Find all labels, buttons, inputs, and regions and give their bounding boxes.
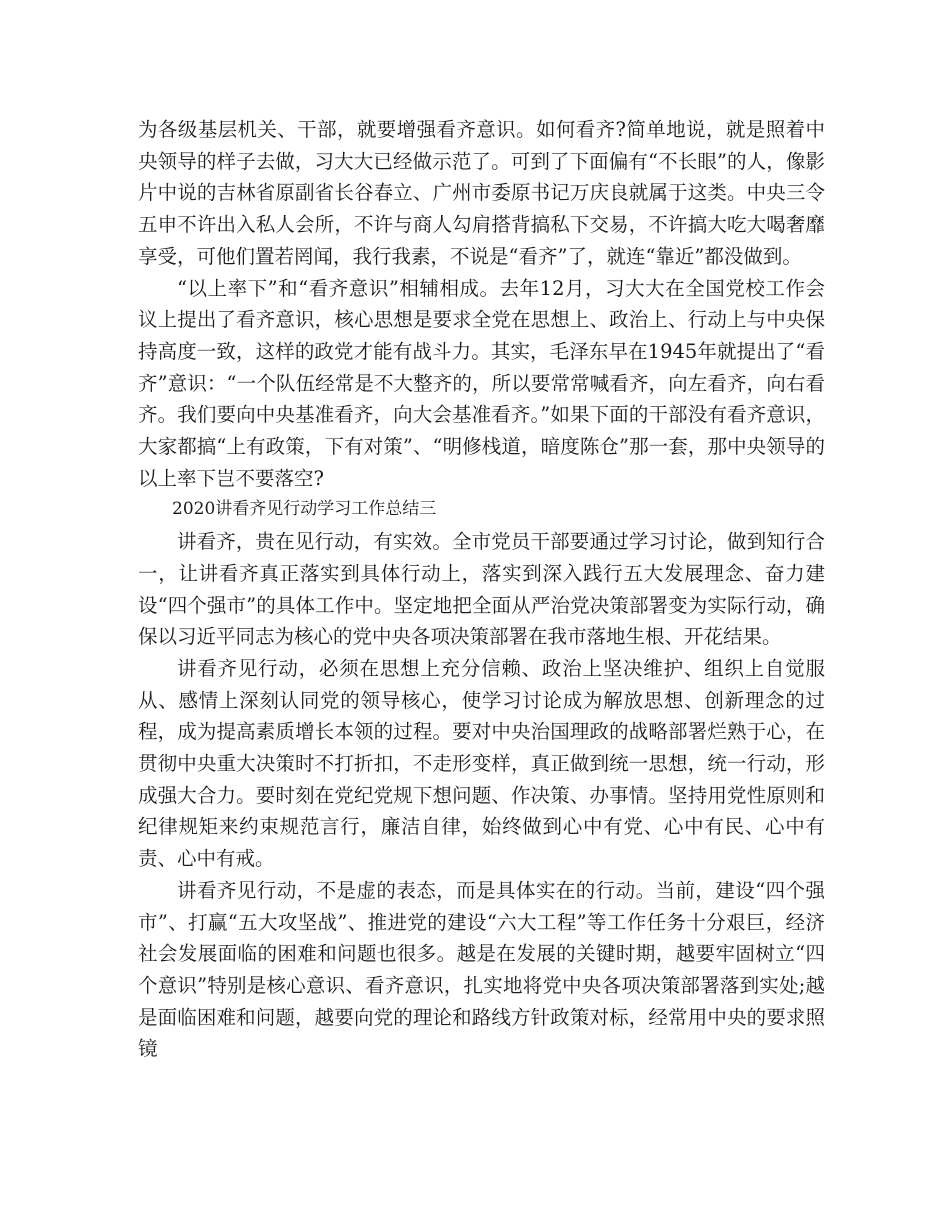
section-heading: 2020讲看齐见行动学习工作总结三 <box>172 499 437 520</box>
paragraph-4: 讲看齐见行动，必须在思想上充分信赖、政治上坚决维护、组织上自觉服从、感情上深刻认同党的领导核心，使学习讨论成为解放思想、创新理念的过程，成为提高素质增长本领的过程。要对中央治国理政的战略部署烂熟于心，在贯彻中央重大决策时不打折扣，不走形变样，真正做到统一思想，统一行动，形成强大合力。要时刻在党纪党规下想问题、作决策、办事情。坚持用党性原则和纪律规矩来约束规范言行，廉洁自律，始终做到心中有党、心中有民、心中有责、心中有戒。 <box>138 656 825 871</box>
paragraph-2: “以上率下”和“看齐意识”相辅相成。去年12月，习大大在全国党校工作会议上提出了看齐意识，核心思想是要求全党在思想上、政治上、行动上与中央保持高度一致，这样的政党才能有战斗力。其实，毛泽东早在1945年就提出了“看齐”意识：“一个队伍经常是不大整齐的，所以要常常喊看齐，向左看齐，向右看齐。我们要向中央基准看齐，向大会基准看齐。”如果下面的干部没有看齐意识，大家都搞“上有政策，下有对策”、“明修栈道，暗度陈仓”那一套，那中央领导的以上率下岂不要落空? <box>138 276 825 490</box>
document-body <box>138 114 825 1065</box>
paragraph-3: 讲看齐，贵在见行动，有实效。全市党员干部要通过学习讨论，做到知行合一，让讲看齐真正落实到具体行动上，落实到深入践行五大发展理念、奋力建设“四个强市”的具体工作中。坚定地把全面从严治党决策部署变为实际行动，确保以习近平同志为核心的党中央各项决策部署在我市落地生根、开花结果。 <box>138 530 825 649</box>
paragraph-1: 为各级基层机关、干部，就要增强看齐意识。如何看齐?简单地说，就是照着中央领导的样子去做，习大大已经做示范了。可到了下面偏有“不长眼”的人，像影片中说的吉林省原副省长谷春立、广州市委原书记万庆良就属于这类。中央三令五申不许出入私人会所，不许与商人勾肩搭背搞私下交易，不许搞大吃大喝奢靡享受，可他们置若罔闻，我行我素，不说是“看齐”了，就连“靠近”都没做到。 <box>138 118 825 268</box>
paragraph-5: 讲看齐见行动，不是虚的表态，而是具体实在的行动。当前，建设“四个强市”、打赢“五大攻坚战”、推进党的建设“六大工程”等工作任务十分艰巨，经济社会发展面临的困难和问题也很多。越是在发展的关键时期，越要牢固树立“四个意识”特别是核心意识、看齐意识，扎实地将党中央各项决策部署落到实处;越是面临困难和问题，越要向党的理论和路线方针政策对标，经常用中央的要求照镜 <box>138 878 825 1061</box>
